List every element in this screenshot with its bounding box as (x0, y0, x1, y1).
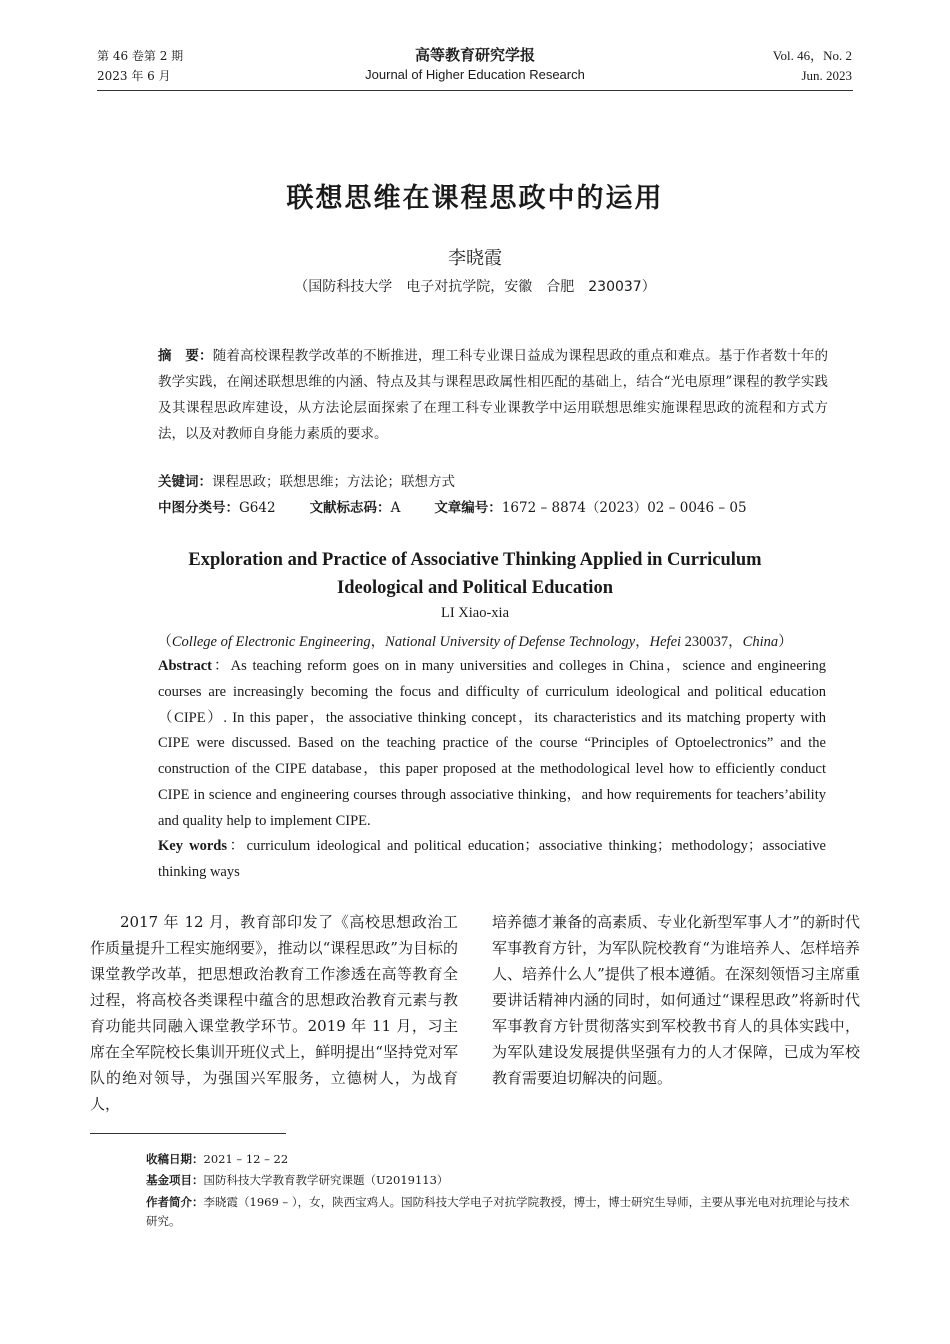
keywords-en (124, 834, 826, 886)
header-rule (97, 90, 853, 91)
body-column-left: 2017 年 12 月，教育部印发了《高校思想政治工作质量提升工程实施纲要》，推动以“课程思政”为目标的课堂教学改革，把思想政治教育工作渗透在高等教育全过程，将高校各类课程中蕴含的思想政治教育元素与教育功能共同融入课堂教学环节。2019 年 11 月，习主席在全军院校长集训开班仪式上，鲜明提出“坚持党对军队的绝对领导，为强国兴军服务，立德树人，为战育人， (90, 913, 458, 1113)
affil-en-postcode: 230037， (681, 634, 743, 650)
clc-label: 中图分类号： (158, 500, 239, 516)
affil-en-college: College of Electronic Engineering (171, 634, 371, 650)
classification-line (158, 496, 747, 520)
paper-title-en (0, 546, 950, 602)
abstract-en-label: Abstract (158, 658, 212, 674)
affil-en-open: （ (157, 634, 172, 650)
running-header-center (300, 45, 650, 85)
keywords-zh-text: 课程思政；联想思维；方法论；联想方式 (212, 474, 455, 490)
abstract-en-text: As teaching reform goes on in many universities and colleges in China，science and engineering courses are increasingly becoming the focus and difficulty of curriculum ideological and political education（CIPE）. In this paper，the associative thinking concept，its characteristics and its matching property with CIPE were discussed. Based on the teaching practice of the course “Principles of Optoelectronics” and the construction of the CIPE database，this paper proposed at the methodological level how to efficiently conduct CIPE in science and engineering courses through associative thinking，and how requirements for teachers’ability and quality help to implement CIPE. (158, 658, 826, 829)
abstract-zh (124, 343, 828, 447)
keywords-zh (158, 470, 455, 494)
received-label: 收稿日期： (146, 1152, 204, 1166)
abstract-en (124, 654, 826, 835)
volume-issue-zh: 第 46 卷第 2 期 (97, 49, 184, 63)
article-no-label: 文章编号： (434, 500, 502, 516)
clc-value: G642 (239, 500, 276, 516)
affil-en-city: Hefei (649, 634, 682, 650)
fund-value: 国防科技大学教育教学研究课题（U2019113） (203, 1173, 449, 1187)
keywords-en-label: Key words (158, 838, 228, 854)
keywords-zh-label: 关键词： (158, 474, 212, 490)
paper-title-en-line2: Ideological and Political Education (337, 578, 613, 598)
running-header-left (97, 46, 183, 86)
footnote-rule (90, 1133, 286, 1134)
abstract-zh-label: 摘 要： (158, 348, 213, 364)
abstract-zh-text: 随着高校课程教学改革的不断推进，理工科专业课日益成为课程思政的重点和难点。基于作者数十年的教学实践，在阐述联想思维的内涵、特点及其与课程思政属性相匹配的基础上，结合“光电原理”课程的教学实践及其课程思政库建设，从方法论层面探索了在理工科专业课教学中运用联想思维实施课程思政的流程和方式方法，以及对教师自身能力素质的要求。 (158, 348, 829, 442)
date-en: Jun. 2023 (801, 68, 852, 83)
paper-title-en-line1: Exploration and Practice of Associative Thinking Applied in Curriculum (188, 550, 762, 570)
journal-title-en: Journal of Higher Education Research (365, 67, 585, 82)
footnote-received (146, 1150, 860, 1169)
footnote-fund (146, 1171, 860, 1190)
author-zh: 李晓霞 (448, 248, 502, 269)
affiliation-en (0, 630, 950, 651)
keywords-en-colon: ： (227, 838, 247, 854)
doc-code-label: 文献标志码： (309, 500, 391, 516)
bio-value: 李晓霞（1969 – ），女，陕西宝鸡人。国防科技大学电子对抗学院教授，博士，博士研究生导师，主要从事光电对抗理论与技术研究。 (146, 1195, 850, 1228)
affil-en-sep2: ， (635, 634, 650, 650)
affil-en-country: China (742, 634, 779, 650)
footnote-author-bio (146, 1193, 860, 1231)
running-header-right (773, 46, 852, 86)
keywords-en-text: curriculum ideological and political education；associative thinking；methodology；associative thinking ways (158, 838, 826, 880)
fund-label: 基金项目： (146, 1173, 204, 1187)
affiliation-zh: （国防科技大学 电子对抗学院，安徽 合肥 230037） (294, 279, 656, 295)
article-no-value: 1672 – 8874（2023）02 – 0046 – 05 (501, 500, 747, 516)
doc-code-value: A (390, 500, 401, 516)
affil-en-university: National University of Defense Technology (385, 634, 636, 650)
abstract-en-colon: ： (211, 658, 231, 674)
affil-en-close: ） (778, 634, 793, 650)
paper-title-zh: 联想思维在课程思政中的运用 (286, 183, 664, 214)
affil-en-sep1: ， (370, 634, 386, 650)
received-value: 2021 – 12 – 22 (203, 1152, 289, 1166)
body-column-right: 培养德才兼备的高素质、专业化新型军事人才”的新时代军事教育方针，为军队院校教育“为谁培养人、怎样培养人、培养什么人”提供了根本遵循。在深刻领悟习主席重要讲话精神内涵的同时，如何通过“课程思政”将新时代军事教育方针贯彻落实到军校教书育人的具体实践中，为军队建设发展提供坚强有力的人才保障，已成为军校教育需要迫切解决的问题。 (492, 913, 860, 1087)
journal-title-zh: 高等教育研究学报 (414, 46, 535, 64)
bio-label: 作者简介： (146, 1195, 204, 1209)
volume-issue-en: Vol. 46，No. 2 (772, 48, 852, 63)
date-zh: 2023 年 6 月 (97, 69, 171, 83)
author-en: LI Xiao-xia (440, 605, 510, 621)
